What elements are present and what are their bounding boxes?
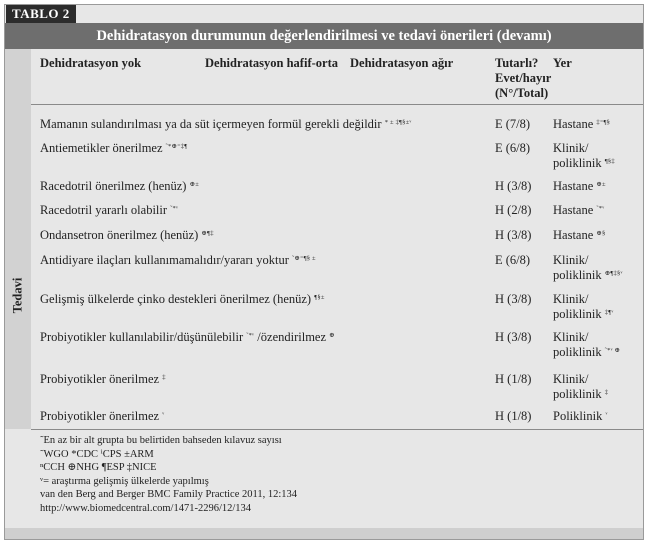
reference-marks: ˜*ᵛ ⊕ <box>604 347 621 354</box>
recommendation-label: Antiemetikler önerilmez <box>40 141 163 155</box>
setting-text: Poliklinik <box>553 409 603 423</box>
setting-value <box>553 117 610 132</box>
recommendation-label: Racedotril yararlı olabilir <box>40 203 168 217</box>
recommendation-text <box>40 409 164 424</box>
recommendation-text <box>40 330 335 345</box>
reference-marks: ‡¶ᵛ <box>604 309 614 316</box>
consistency-value: H (3/8) <box>495 330 532 344</box>
consistency-value: H (1/8) <box>495 372 532 386</box>
consistency-value: E (7/8) <box>495 117 531 131</box>
setting-line <box>553 372 608 387</box>
reference-marks: ˜⊕⁼¶§ ± <box>292 255 316 262</box>
header-no-dehydration: Dehidratasyon yok <box>40 56 142 70</box>
table-title: Dehidratasyon durumunun değerlendirilmesi ve tedavi önerileri (devamı) <box>5 23 643 49</box>
setting-value <box>553 292 613 322</box>
setting-line <box>553 141 615 156</box>
header-consistent-line3: (N°/Total) <box>495 86 549 100</box>
reference-marks: ⊕± <box>189 181 200 188</box>
setting-line <box>553 409 608 424</box>
reference-marks: ⊕ <box>329 332 335 339</box>
consistency-value: H (1/8) <box>495 409 532 423</box>
setting-line <box>553 117 610 132</box>
consistency-value: E (6/8) <box>495 141 531 155</box>
recommendation-text <box>40 117 412 132</box>
setting-text: poliklinik <box>553 156 602 170</box>
recommendation-label: Ondansetron önerilmez (henüz) <box>40 228 199 242</box>
reference-marks: ‡⁼¶§ <box>596 119 611 126</box>
recommendation-label: Mamanın sulandırılması ya da süt içermeyen formül gerekli değildir <box>40 117 382 131</box>
reference-marks: ‡ <box>162 374 166 381</box>
reference-marks: ˜*ᵛ <box>246 332 255 339</box>
footnote-line: ˜WGO *CDC ⁱCPS ±ARM <box>40 448 154 460</box>
recommendation-text <box>40 141 187 156</box>
header-consistent-line2: Evet/hayır <box>495 71 552 85</box>
reference-marks: ⊕± <box>596 181 606 188</box>
setting-text: poliklinik <box>553 345 602 359</box>
reference-marks: ⊕¶‡§ᵛ <box>604 270 623 277</box>
setting-line <box>553 228 606 243</box>
recommendation-label-cont: /özendirilmez <box>257 330 327 344</box>
setting-text: Klinik/ <box>553 292 589 306</box>
footnote-line: van den Berg and Berger BMC Family Practice 2011, 12:134 <box>40 489 298 501</box>
setting-text: Hastane <box>553 203 594 217</box>
reference-marks: ⊕§ <box>596 230 606 237</box>
reference-marks: ᵛ <box>605 411 608 418</box>
recommendation-label: Probiyotikler önerilmez <box>40 372 160 386</box>
recommendation-label: Probiyotikler kullanılabilir/düşünülebilir <box>40 330 244 344</box>
setting-line <box>553 330 620 345</box>
header-consistent-line1: Tutarlı? <box>495 56 539 70</box>
recommendation-text <box>40 292 325 307</box>
recommendation-text <box>40 253 316 268</box>
setting-text: Hastane <box>553 179 594 193</box>
setting-line <box>553 387 608 402</box>
reference-marks: ¶§‡ <box>604 158 615 165</box>
consistency-value: H (3/8) <box>495 292 532 306</box>
side-label <box>5 270 31 320</box>
recommendation-text <box>40 179 199 194</box>
footnote-divider <box>31 429 643 430</box>
setting-text: poliklinik <box>553 307 602 321</box>
reference-marks: ¶§± <box>314 294 325 301</box>
table-label: TABLO 2 <box>6 5 76 23</box>
setting-value <box>553 409 608 424</box>
setting-value <box>553 141 615 171</box>
setting-line <box>553 253 623 268</box>
setting-text: poliklinik <box>553 387 602 401</box>
setting-line <box>553 179 606 194</box>
consistency-value: H (2/8) <box>495 203 532 217</box>
setting-text: poliklinik <box>553 268 602 282</box>
reference-marks: ᵛ <box>162 411 165 418</box>
setting-value <box>553 372 608 402</box>
header-consistent <box>495 56 551 101</box>
reference-marks: ˜*ᵛ <box>596 205 605 212</box>
setting-text: Hastane <box>553 117 594 131</box>
reference-marks: * ± ‡¶§±ᵛ <box>384 119 412 126</box>
header-mild-moderate: Dehidratasyon hafif-orta <box>205 56 338 70</box>
setting-line <box>553 292 613 307</box>
setting-line <box>553 156 615 171</box>
recommendation-text <box>40 203 178 218</box>
consistency-value: H (3/8) <box>495 179 532 193</box>
setting-value <box>553 203 604 218</box>
setting-text: Hastane <box>553 228 594 242</box>
side-label-text: Tedavi <box>10 277 25 313</box>
reference-marks: ⊕¶‡ <box>201 230 214 237</box>
consistency-value: H (3/8) <box>495 228 532 242</box>
setting-line <box>553 203 604 218</box>
recommendation-text <box>40 372 166 387</box>
footnote-line: ⁿCCH ⊕NHG ¶ESP ‡NICE <box>40 462 157 474</box>
setting-value <box>553 330 620 360</box>
setting-value <box>553 253 623 283</box>
setting-value <box>553 179 606 194</box>
setting-text: Klinik/ <box>553 372 589 386</box>
reference-marks: ‡ <box>604 389 609 396</box>
setting-text: Klinik/ <box>553 253 589 267</box>
recommendation-text <box>40 228 214 243</box>
setting-value <box>553 228 606 243</box>
setting-text: Klinik/ <box>553 141 589 155</box>
footnote-line: http://www.biomedcentral.com/1471-2296/12/134 <box>40 502 252 514</box>
bottom-band <box>5 528 643 539</box>
setting-line <box>553 307 613 322</box>
footnote-line: ˜En az bir alt grupta bu belirtiden bahseden kılavuz sayısı <box>40 435 282 446</box>
header-divider <box>31 104 643 105</box>
setting-text: Klinik/ <box>553 330 589 344</box>
side-strip <box>5 49 31 429</box>
recommendation-label: Antidiyare ilaçları kullanımamalıdır/yararı yoktur <box>40 253 289 267</box>
recommendation-label: Racedotril önerilmez (henüz) <box>40 179 187 193</box>
consistency-value: E (6/8) <box>495 253 531 267</box>
reference-marks: ˜*ᵛ <box>170 205 179 212</box>
header-severe: Dehidratasyon ağır <box>350 56 454 70</box>
footnotes <box>40 434 297 516</box>
footnote-line: ᵛ= araştırma gelişmiş ülkelerde yapılmış <box>40 475 209 487</box>
setting-line <box>553 268 623 283</box>
header-place: Yer <box>553 56 572 70</box>
reference-marks: ˜*⊕⁼‡¶ <box>165 143 188 150</box>
recommendation-label: Gelişmiş ülkelerde çinko destekleri önerilmez (henüz) <box>40 292 312 306</box>
recommendation-label: Probiyotikler önerilmez <box>40 409 160 423</box>
setting-line <box>553 345 620 360</box>
